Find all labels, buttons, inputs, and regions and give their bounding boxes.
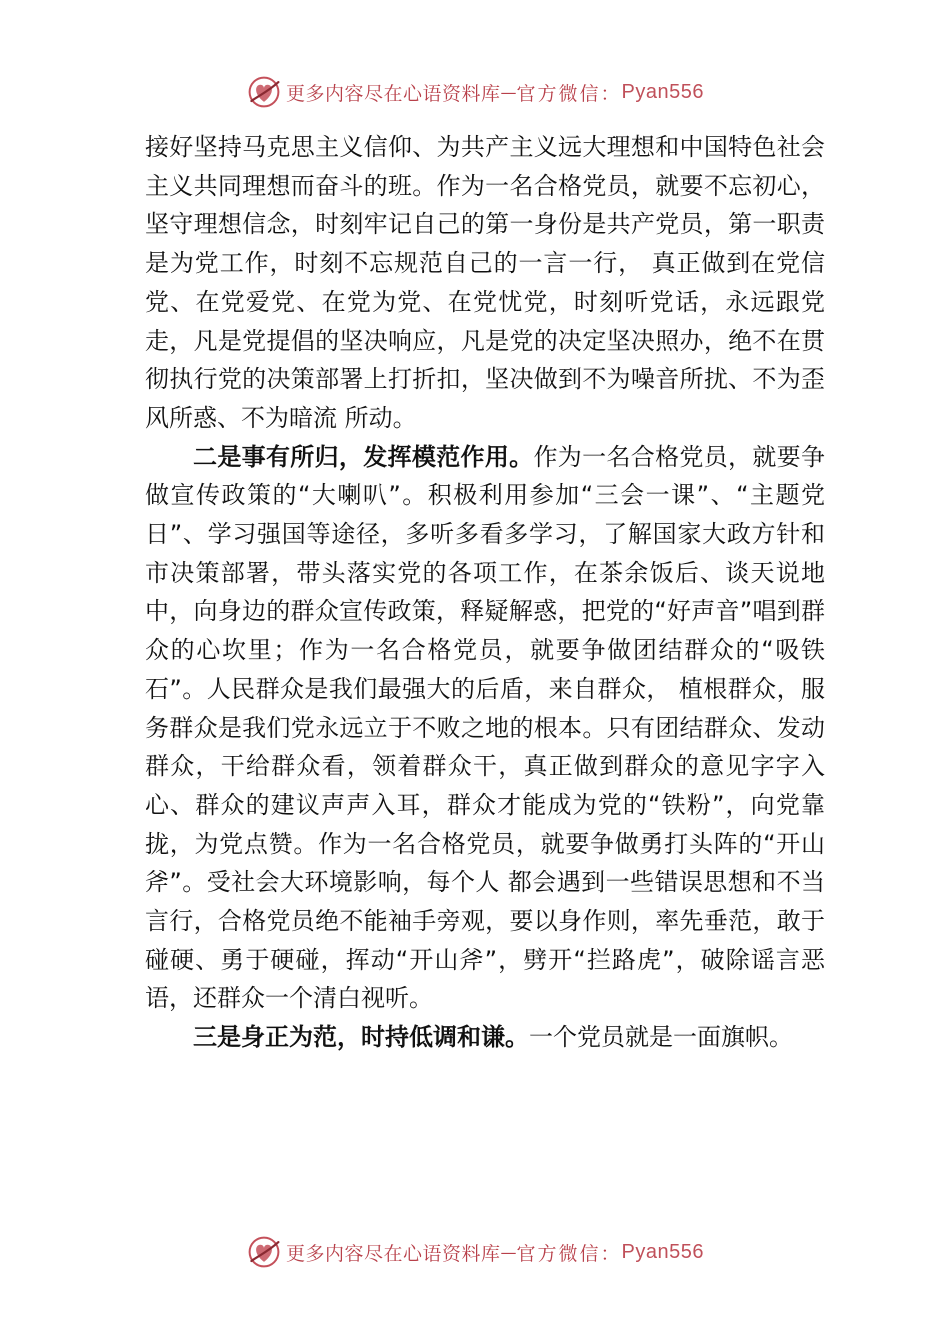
paragraph-3-heading: 三是身正为范，时持低调和谦。	[193, 1023, 529, 1052]
heart-seal-logo-icon	[246, 74, 282, 110]
watermark-brand: 更多内容尽在心语资料库	[286, 1242, 501, 1265]
paragraph-3	[145, 1018, 825, 1057]
watermark-wechat-id: Pyan556	[621, 1240, 704, 1263]
watermark-brand: 更多内容尽在心语资料库	[286, 82, 501, 105]
paragraph-2-text: 作为一名合格党员，就要争做宣传政策的“大喇叭”。积极利用参加“三会一课”、“主题党日”、学习强国等途径，多听多看多学习，了解国家大政方针和市决策部署，带头落实党的各项工作，在茶余饭后、谈天说地中，向身边的群众宣传政策，释疑解惑，把党的“好声音”唱到群众的心坎里；作为一名合格党员，就要争做团结群众的“吸铁石”。人民群众是我们最强大的后盾，来自群众， 植根群众，服务群众是我们党永远立于不败之地的根本。只有团结群众、发动群众，干给群众看，领着群众干，真正做到群众的意见字字入心、群众的建议声声入耳，群众才能成为党的“铁粉”，向党靠拢，为党点赞。作为一名合格党员，就要争做勇打头阵的“开山斧”。受社会大环境影响，每个人 都会遇到一些错误思想和不当言行，合格党员绝不能袖手旁观，要以身作则，率先垂范，敢于碰硬、勇于硬碰，挥动“开山斧”，劈开“拦路虎”，破除谣言恶语，还群众一个清白视听。	[145, 442, 826, 1013]
paragraph-1	[145, 128, 825, 438]
header-watermark	[0, 72, 950, 112]
heart-seal-logo-icon	[246, 1234, 282, 1270]
watermark-separator: —	[500, 1242, 517, 1262]
watermark-label: 官方微信：	[516, 82, 622, 105]
watermark-label: 官方微信：	[516, 1242, 622, 1265]
document-body	[145, 128, 825, 1057]
paragraph-3-text: 一个党员就是一面旗帜。	[529, 1023, 793, 1052]
paragraph-2-heading: 二是事有所归，发挥模范作用。	[193, 442, 534, 471]
footer-watermark	[0, 1232, 950, 1272]
watermark-separator: —	[500, 82, 517, 102]
paragraph-2	[145, 438, 825, 1019]
watermark-wechat-id: Pyan556	[621, 80, 704, 103]
paragraph-1-text: 接好坚持马克思主义信仰、为共产主义远大理想和中国特色社会主义共同理想而奋斗的班。作为一名合格党员，就要不忘初心，坚守理想信念，时刻牢记自己的第一身份是共产党员，第一职责是为党工作，时刻不忘规范自己的一言一行， 真正做到在党信党、在党爱党、在党为党、在党忧党，时刻听党话，永远跟党走，凡是党提倡的坚决响应，凡是党的决定坚决照办，绝不在贯彻执行党的决策部署上打折扣，坚决做到不为噪音所扰、不为歪风所惑、不为暗流 所动。	[145, 133, 825, 432]
